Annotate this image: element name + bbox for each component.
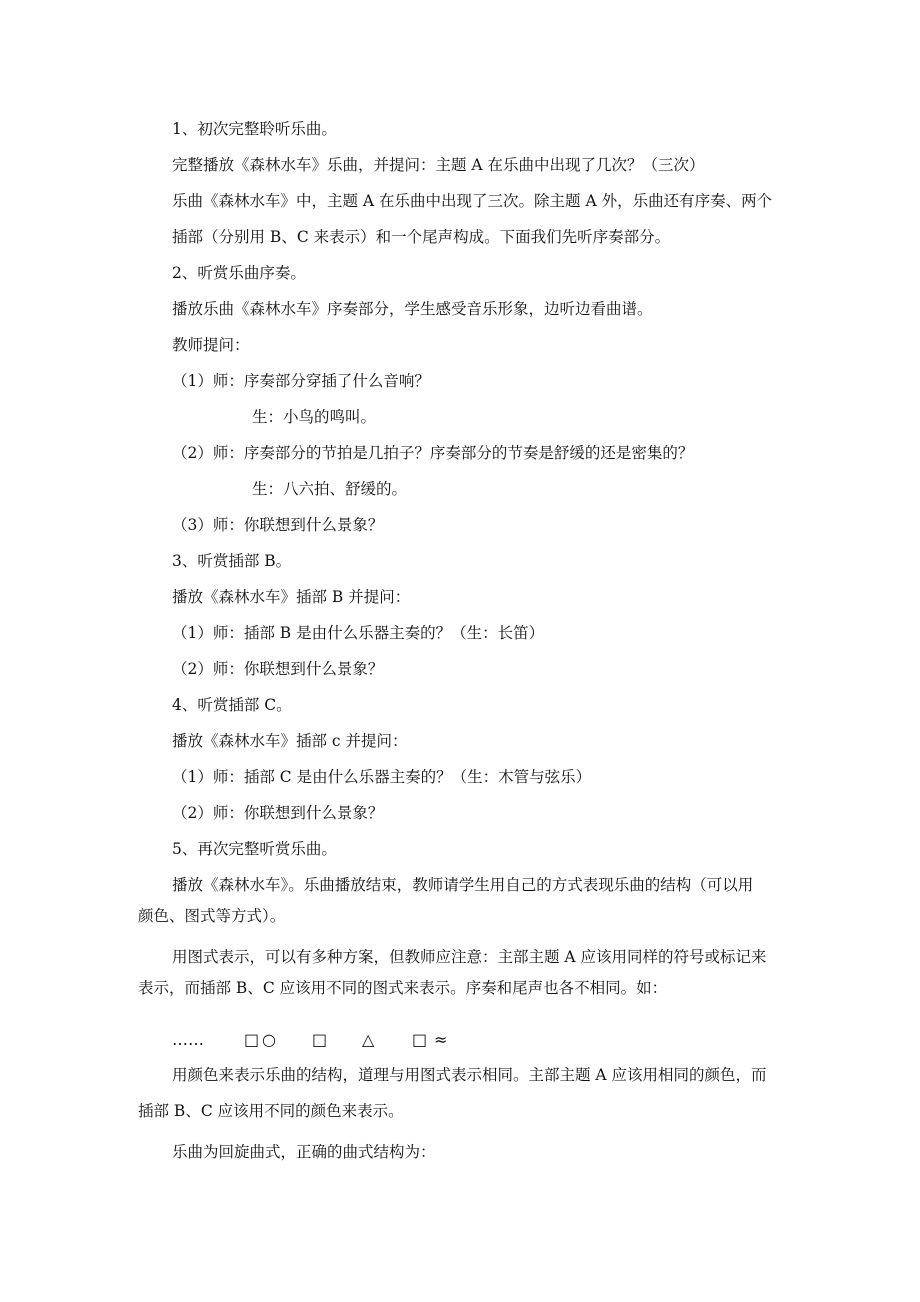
paragraph-line: 播放《森林水车》插部 B 并提问： bbox=[172, 588, 411, 606]
paragraph-line: （3）师：你联想到什么景象？ bbox=[172, 516, 384, 534]
square-symbol: □ bbox=[312, 1030, 328, 1049]
paragraph-line: 教师提问： bbox=[172, 336, 250, 354]
paragraph-line: （1）师：序奏部分穿插了什么音响？ bbox=[172, 372, 430, 390]
square-symbol: □ bbox=[244, 1030, 260, 1049]
paragraph-line: （2）师：你联想到什么景象？ bbox=[172, 660, 384, 678]
paragraph-line: 4、听赏插部 C。 bbox=[172, 696, 292, 714]
paragraph-line: 用图式表示，可以有多种方案，但教师应注意：主部主题 A 应该用同样的符号或标记来 bbox=[172, 948, 767, 966]
paragraph-line: 播放乐曲《森林水车》序奏部分，学生感受音乐形象，边听边看曲谱。 bbox=[172, 300, 653, 318]
triangle-symbol: △ bbox=[362, 1030, 375, 1049]
paragraph-line: （2）师：序奏部分的节拍是几拍子？序奏部分的节奏是舒缓的还是密集的？ bbox=[172, 444, 694, 462]
paragraph-line: 用颜色来表示乐曲的结构，道理与用图式表示相同。主部主题 A 应该用相同的颜色，而 bbox=[172, 1066, 767, 1084]
paragraph-line: 3、听赏插部 B。 bbox=[172, 552, 292, 570]
paragraph-line: 插部（分别用 B、C 来表示）和一个尾声构成。下面我们先听序奏部分。 bbox=[172, 228, 671, 246]
square-symbol: □ bbox=[412, 1030, 428, 1049]
wave-symbol: ≈ bbox=[434, 1030, 448, 1049]
paragraph-line: 生：八六拍、舒缓的。 bbox=[252, 480, 408, 498]
paragraph-line: （1）师：插部 C 是由什么乐器主奏的？（生：木管与弦乐） bbox=[172, 768, 592, 786]
paragraph-line: 生：小鸟的鸣叫。 bbox=[252, 408, 377, 426]
paragraph-line: 5、再次完整听赏乐曲。 bbox=[172, 840, 337, 858]
paragraph-line: 完整播放《森林水车》乐曲，并提问：主题 A 在乐曲中出现了几次？（三次） bbox=[172, 156, 705, 174]
paragraph-line: 播放《森林水车》。乐曲播放结束，教师请学生用自己的方式表现乐曲的结构（可以用 bbox=[172, 876, 754, 894]
paragraph-line: （1）师：插部 B 是由什么乐器主奏的？（生：长笛） bbox=[172, 624, 545, 642]
paragraph-line: 播放《森林水车》插部 c 并提问： bbox=[172, 732, 408, 750]
paragraph-line: （2）师：你联想到什么景象？ bbox=[172, 804, 384, 822]
paragraph-line: 乐曲《森林水车》中，主题 A 在乐曲中出现了三次。除主题 A 外，乐曲还有序奏、两个 bbox=[172, 192, 773, 210]
paragraph-line: 1、初次完整聆听乐曲。 bbox=[172, 120, 337, 138]
paragraph-line: 2、听赏乐曲序奏。 bbox=[172, 264, 306, 282]
ellipsis-symbol: …… bbox=[172, 1030, 204, 1049]
paragraph-line: 插部 B、C 应该用不同的颜色来表示。 bbox=[138, 1102, 404, 1120]
paragraph-line: 颜色、图式等方式）。 bbox=[138, 907, 286, 925]
paragraph-line: 表示，而插部 B、C 应该用不同的图式来表示。序奏和尾声也各不相同。如： bbox=[138, 979, 668, 997]
circle-symbol: ○ bbox=[262, 1030, 276, 1049]
paragraph-line: 乐曲为回旋曲式，正确的曲式结构为： bbox=[172, 1143, 436, 1161]
